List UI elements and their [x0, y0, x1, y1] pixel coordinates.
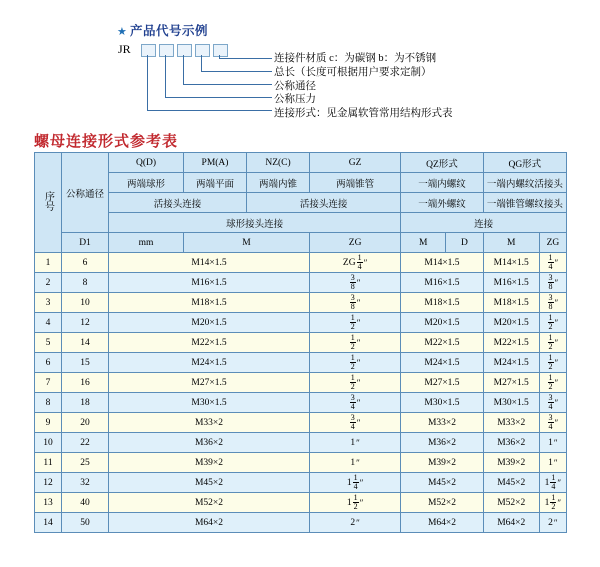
th-nz-gz-row3: 活接头连接 [247, 193, 401, 213]
cell-thread-zg: 1 ″ [310, 453, 401, 473]
cell-nominal-diameter: 8 [62, 273, 109, 293]
th-nz-row2: 两端内锥 [247, 173, 310, 193]
cell-qz-m: M16×1.5 [401, 273, 483, 293]
cell-qg-m: M30×1.5 [483, 393, 539, 413]
cell-thread-zg: $\frac{1}{2}$ ″ [310, 373, 401, 393]
cell-thread-m: M27×1.5 [109, 373, 310, 393]
th-unit-m3: M [483, 233, 539, 253]
th-group-nz: NZ(C) [247, 153, 310, 173]
th-ball-joint-row4: 球形接头连接 [109, 213, 401, 233]
cell-thread-m: M20×1.5 [109, 313, 310, 333]
cell-thread-zg: $\frac{1}{2}$ ″ [310, 313, 401, 333]
th-unit-m2: M [401, 233, 446, 253]
cell-thread-zg: 1 ″ [310, 433, 401, 453]
cell-qg-zg: $\frac{1}{2}$ ″ [539, 333, 566, 353]
table-row [35, 413, 567, 433]
cell-thread-m: M30×1.5 [109, 393, 310, 413]
cell-qg-zg: $\frac{3}{4}$ ″ [539, 413, 566, 433]
table-row [35, 393, 567, 413]
star-icon: ★ [117, 26, 127, 38]
cell-qg-m: M36×2 [483, 433, 539, 453]
table-row [35, 513, 567, 533]
table-row [35, 333, 567, 353]
cell-thread-m: M33×2 [109, 413, 310, 433]
cell-serial: 6 [35, 353, 62, 373]
cell-serial: 14 [35, 513, 62, 533]
cell-thread-zg: $\frac{3}{4}$ ″ [310, 393, 401, 413]
cell-nominal-diameter: 25 [62, 453, 109, 473]
legend-nominal-pressure: 公称压力 [274, 94, 316, 105]
cell-qg-zg: 1 ″ [539, 433, 566, 453]
table-row [35, 373, 567, 393]
cell-qz-m: M30×1.5 [401, 393, 483, 413]
cell-qg-zg: $\frac{1}{2}$ ″ [539, 353, 566, 373]
cell-qg-zg: 1 ″ [539, 453, 566, 473]
leader-line-5 [147, 55, 272, 111]
cell-nominal-diameter: 18 [62, 393, 109, 413]
cell-thread-zg: $\frac{1}{2}$ ″ [310, 333, 401, 353]
th-unit-zg1: ZG [310, 233, 401, 253]
cell-qz-m: M64×2 [401, 513, 483, 533]
cell-qz-m: M14×1.5 [401, 253, 483, 273]
table-row [35, 353, 567, 373]
th-connection-row4: 连接 [401, 213, 567, 233]
th-group-gz: GZ [310, 153, 401, 173]
cell-qg-zg: 1 $\frac{1}{4}$ ″ [539, 473, 566, 493]
cell-thread-zg: 2 ″ [310, 513, 401, 533]
table-row [35, 253, 567, 273]
th-nominal-diameter: 公称通径 [62, 153, 109, 233]
th-pm-row2: 两端平面 [184, 173, 247, 193]
cell-nominal-diameter: 40 [62, 493, 109, 513]
cell-serial: 8 [35, 393, 62, 413]
cell-thread-zg: $\frac{3}{8}$ ″ [310, 293, 401, 313]
cell-thread-zg: ZG $\frac{1}{4}$ ″ [310, 253, 401, 273]
cell-thread-zg: $\frac{3}{8}$ ″ [310, 273, 401, 293]
cell-serial: 5 [35, 333, 62, 353]
table-row [35, 473, 567, 493]
th-q-row2: 两端球形 [109, 173, 184, 193]
legend-total-length: 总长（长度可根据用户要求定制） [274, 67, 432, 78]
cell-thread-m: M18×1.5 [109, 293, 310, 313]
cell-qg-zg: 1 $\frac{1}{2}$ ″ [539, 493, 566, 513]
cell-nominal-diameter: 10 [62, 293, 109, 313]
cell-serial: 10 [35, 433, 62, 453]
cell-qg-zg: $\frac{3}{8}$ ″ [539, 293, 566, 313]
cell-qz-m: M24×1.5 [401, 353, 483, 373]
th-qz-row3: 一端外螺纹 [401, 193, 483, 213]
cell-qg-m: M14×1.5 [483, 253, 539, 273]
cell-thread-m: M22×1.5 [109, 333, 310, 353]
cell-nominal-diameter: 20 [62, 413, 109, 433]
cell-qg-m: M64×2 [483, 513, 539, 533]
cell-serial: 13 [35, 493, 62, 513]
th-group-qz: QZ形式 [401, 153, 483, 173]
cell-qz-m: M39×2 [401, 453, 483, 473]
th-group-qg: QG形式 [483, 153, 566, 173]
table-head [35, 153, 567, 253]
legend-connection-type: 连接形式：见金属软管常用结构形式表 [274, 108, 453, 119]
cell-nominal-diameter: 50 [62, 513, 109, 533]
cell-qz-m: M52×2 [401, 493, 483, 513]
nut-connection-table-wrap [34, 152, 567, 533]
table-row [35, 433, 567, 453]
header-row-2 [35, 173, 567, 193]
cell-nominal-diameter: 22 [62, 433, 109, 453]
cell-nominal-diameter: 15 [62, 353, 109, 373]
section-title: 螺母连接形式参考表 [34, 134, 179, 150]
cell-nominal-diameter: 12 [62, 313, 109, 333]
th-qg-row3: 一端锥管螺纹接头 [483, 193, 566, 213]
th-serial-label: 序号 [42, 191, 54, 211]
th-gz-row2: 两端锥管 [310, 173, 401, 193]
product-code-example [0, 0, 600, 128]
th-qg-row2: 一端内螺纹活接头 [483, 173, 566, 193]
legend-nominal-diameter: 公称通径 [274, 81, 316, 92]
cell-serial: 4 [35, 313, 62, 333]
th-d1: D1 [62, 233, 109, 253]
cell-thread-m: M45×2 [109, 473, 310, 493]
cell-nominal-diameter: 14 [62, 333, 109, 353]
cell-qz-m: M22×1.5 [401, 333, 483, 353]
cell-serial: 2 [35, 273, 62, 293]
table-row [35, 493, 567, 513]
cell-serial: 3 [35, 293, 62, 313]
cell-qz-m: M18×1.5 [401, 293, 483, 313]
header-row-3 [35, 193, 567, 213]
th-unit-m1: M [184, 233, 310, 253]
cell-serial: 11 [35, 453, 62, 473]
th-unit-mm: mm [109, 233, 184, 253]
legend-material: 连接件材质 c：为碳钢 b：为不锈钢 [274, 53, 437, 64]
cell-serial: 12 [35, 473, 62, 493]
cell-qg-zg: $\frac{1}{2}$ ″ [539, 373, 566, 393]
cell-qg-m: M24×1.5 [483, 353, 539, 373]
cell-nominal-diameter: 6 [62, 253, 109, 273]
cell-thread-m: M16×1.5 [109, 273, 310, 293]
cell-qz-m: M33×2 [401, 413, 483, 433]
cell-thread-m: M14×1.5 [109, 253, 310, 273]
cell-qg-zg: $\frac{1}{2}$ ″ [539, 313, 566, 333]
cell-qg-m: M16×1.5 [483, 273, 539, 293]
table-body [35, 253, 567, 533]
th-unit-d: D [446, 233, 483, 253]
cell-thread-m: M36×2 [109, 433, 310, 453]
cell-qg-m: M39×2 [483, 453, 539, 473]
cell-qg-zg: $\frac{3}{4}$ ″ [539, 393, 566, 413]
code-prefix: JR [118, 42, 131, 56]
header-row-4 [35, 213, 567, 233]
th-group-q: Q(D) [109, 153, 184, 173]
cell-qg-zg: $\frac{3}{8}$ ″ [539, 273, 566, 293]
cell-qg-zg: 2 ″ [539, 513, 566, 533]
cell-qg-m: M52×2 [483, 493, 539, 513]
cell-qz-m: M45×2 [401, 473, 483, 493]
header-row-1 [35, 153, 567, 173]
cell-qg-m: M22×1.5 [483, 333, 539, 353]
cell-qg-m: M27×1.5 [483, 373, 539, 393]
cell-thread-zg: 1 $\frac{1}{4}$ ″ [310, 473, 401, 493]
cell-qg-zg: $\frac{1}{4}$ ″ [539, 253, 566, 273]
cell-qg-m: M20×1.5 [483, 313, 539, 333]
th-unit-zg2: ZG [539, 233, 566, 253]
cell-thread-zg: 1 $\frac{1}{2}$ ″ [310, 493, 401, 513]
th-q-pm-row3: 活接头连接 [109, 193, 247, 213]
cell-nominal-diameter: 32 [62, 473, 109, 493]
th-group-pm: PM(A) [184, 153, 247, 173]
cell-qz-m: M20×1.5 [401, 313, 483, 333]
cell-thread-m: M39×2 [109, 453, 310, 473]
cell-thread-m: M64×2 [109, 513, 310, 533]
cell-qz-m: M36×2 [401, 433, 483, 453]
cell-serial: 1 [35, 253, 62, 273]
table-row [35, 293, 567, 313]
th-serial [35, 153, 62, 253]
code-example-title: 产品代号示例 [130, 24, 209, 38]
cell-thread-zg: $\frac{1}{2}$ ″ [310, 353, 401, 373]
cell-thread-zg: $\frac{3}{4}$ ″ [310, 413, 401, 433]
nut-connection-table [34, 152, 567, 533]
cell-serial: 9 [35, 413, 62, 433]
cell-qg-m: M33×2 [483, 413, 539, 433]
table-row [35, 313, 567, 333]
cell-qg-m: M18×1.5 [483, 293, 539, 313]
cell-thread-m: M52×2 [109, 493, 310, 513]
cell-thread-m: M24×1.5 [109, 353, 310, 373]
cell-qg-m: M45×2 [483, 473, 539, 493]
cell-serial: 7 [35, 373, 62, 393]
table-row [35, 453, 567, 473]
th-qz-row2: 一端内螺纹 [401, 173, 483, 193]
table-row [35, 273, 567, 293]
header-row-5 [35, 233, 567, 253]
cell-nominal-diameter: 16 [62, 373, 109, 393]
cell-qz-m: M27×1.5 [401, 373, 483, 393]
